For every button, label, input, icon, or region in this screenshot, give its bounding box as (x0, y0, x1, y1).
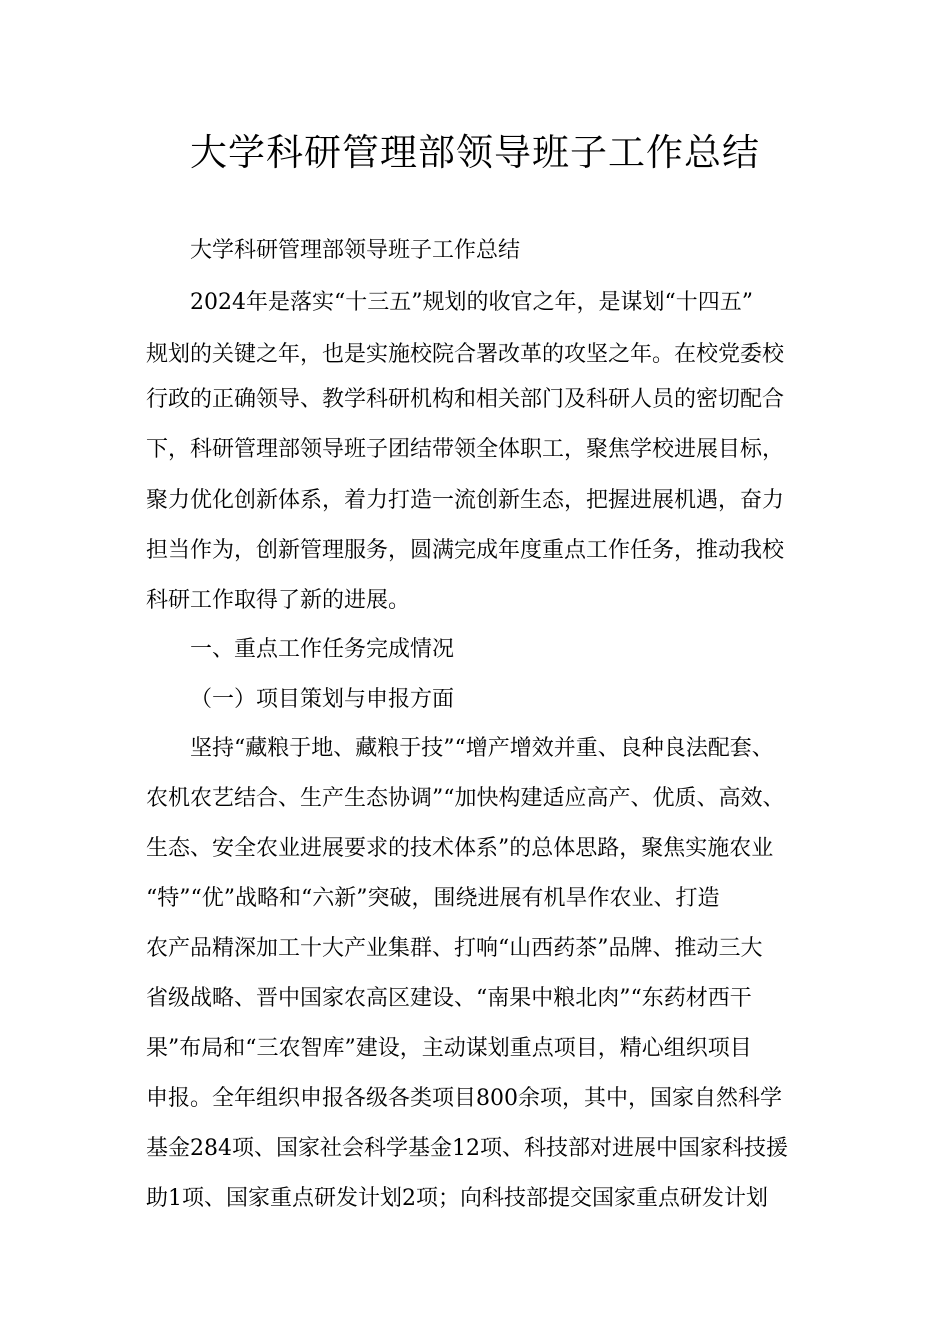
paragraph-line: 坚持“藏粮于地、藏粮于技”“增产增效并重、良种良法配套、 (190, 736, 774, 761)
paragraph-line: 生态、安全农业进展要求的技术体系”的总体思路，聚焦实施农业 (146, 836, 774, 861)
paragraph-line: 规划的关键之年，也是实施校院合署改革的攻坚之年。在校党委校 (146, 342, 785, 367)
paragraph-line: 申报。全年组织申报各级各类项目800余项，其中，国家自然科学 (146, 1086, 782, 1111)
paragraph-line: 大学科研管理部领导班子工作总结 (190, 238, 521, 263)
paragraph-line: 2024年是落实“十三五”规划的收官之年，是谋划“十四五” (190, 290, 753, 315)
paragraph-line: 科研工作取得了新的进展。 (146, 588, 411, 613)
paragraph-line: “特”“优”战略和“六新”突破，围绕进展有机旱作农业、打造 (146, 886, 720, 911)
paragraph-line: 果”布局和“三农智库”建设，主动谋划重点项目，精心组织项目 (146, 1036, 752, 1061)
paragraph-line: 省级战略、晋中国家农高区建设、“南果中粮北肉”“东药材西干 (146, 986, 752, 1011)
paragraph-line: 聚力优化创新体系，着力打造一流创新生态，把握进展机遇，奋力 (146, 488, 785, 513)
paragraph-line: 基金284项、国家社会科学基金12项、科技部对进展中国家科技援 (146, 1136, 788, 1161)
subsection-heading: （一）项目策划与申报方面 (190, 687, 455, 712)
paragraph-line: 担当作为，创新管理服务，圆满完成年度重点工作任务，推动我校 (146, 538, 785, 563)
paragraph-line: 下，科研管理部领导班子团结带领全体职工，聚焦学校进展目标， (146, 437, 785, 462)
paragraph-line: 农机农艺结合、生产生态协调”“加快构建适应高产、优质、高效、 (146, 786, 785, 811)
paragraph-line: 农产品精深加工十大产业集群、打响“山西药茶”品牌、推动三大 (146, 936, 763, 961)
section-heading: 一、重点工作任务完成情况 (190, 637, 455, 662)
document-title: 大学科研管理部领导班子工作总结 (190, 131, 760, 174)
paragraph-line: 助1项、国家重点研发计划2项；向科技部提交国家重点研发计划 (146, 1186, 768, 1211)
paragraph-line: 行政的正确领导、教学科研机构和相关部门及科研人员的密切配合 (146, 387, 785, 412)
